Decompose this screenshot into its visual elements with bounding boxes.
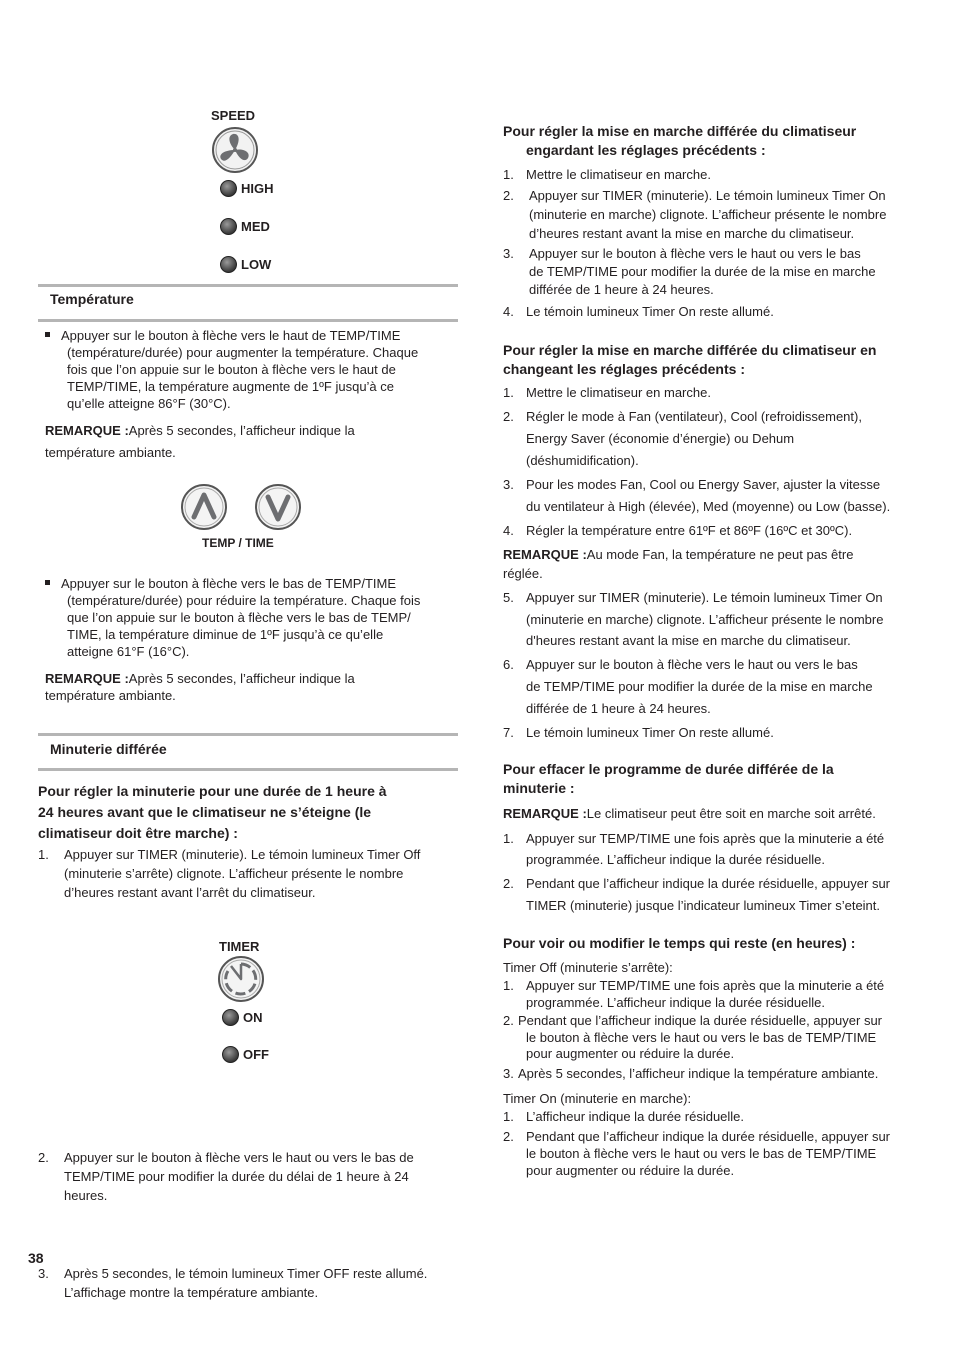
bullet-line: qu’elle atteigne 86°F (30°C). <box>67 396 231 411</box>
right-sec1-heading <box>503 122 923 160</box>
note-text: température ambiante. <box>45 688 176 703</box>
speed-med-label: MED <box>241 219 270 234</box>
step-number: 1. <box>38 847 49 862</box>
right-sec4-heading: Pour voir ou modifier le temps qui reste (en heures) : <box>503 935 856 951</box>
section-divider <box>38 319 458 322</box>
fan-icon <box>211 126 259 174</box>
bullet-line: (température/durée) pour augmenter la température. Chaque <box>67 345 419 360</box>
step-line: L’affichage montre la température ambiante. <box>64 1285 319 1300</box>
list-item <box>503 978 923 1011</box>
right-sec4-off-steps <box>503 978 923 1082</box>
step-line: (déshumidification). <box>526 453 639 468</box>
right-sec3-heading <box>503 760 923 798</box>
bullet-line: TIME, la température diminue de 1ºF jusqu’à ce qu’elle <box>67 627 384 642</box>
temp-time-label: TEMP / TIME <box>202 536 274 550</box>
minuterie-step-2 <box>38 1148 458 1205</box>
step-number: 2. <box>503 1128 514 1144</box>
list-item <box>503 654 923 720</box>
note-text: Après 5 secondes, l’afficheur indique la <box>128 423 355 438</box>
bullet-icon <box>45 332 50 337</box>
list-item <box>503 165 923 184</box>
step-number: 2. <box>503 409 514 424</box>
step-number: 2. <box>503 876 514 891</box>
step-number: 2. <box>38 1150 49 1165</box>
minuterie-heading <box>38 781 458 844</box>
minuterie-step-3 <box>38 1264 458 1302</box>
step-line: Après 5 secondes, l’afficheur indique la température ambiante. <box>518 1065 879 1081</box>
speed-med-indicator <box>220 218 270 235</box>
step-line: Pendant que l’afficheur indique la durée résiduelle, appuyer sur <box>526 876 891 891</box>
step-number: 2. <box>503 1013 514 1028</box>
list-item <box>503 722 923 744</box>
heading-line: 24 heures avant que le climatiseur ne s’éteigne (le <box>38 804 372 820</box>
right-sec2-note <box>503 545 923 583</box>
list-item <box>503 382 923 404</box>
heading-line: Pour régler la mise en marche différée du climatiseur en <box>503 342 877 358</box>
heading-line: minuterie : <box>503 780 575 796</box>
heading-line: climatiseur doit être marche) : <box>38 825 238 841</box>
note-label: REMARQUE : <box>503 806 587 821</box>
step-number: 3. <box>503 246 514 261</box>
step-line: différée de 1 heure à 24 heures. <box>526 700 711 716</box>
section-divider <box>38 733 458 736</box>
bullet-line: TEMP/TIME, la température augmente de 1ºF jusqu’à ce <box>67 379 395 394</box>
step-line: Le témoin lumineux Timer On reste allumé. <box>526 304 774 319</box>
bullet-line: Appuyer sur le bouton à flèche vers le bas de TEMP/TIME <box>61 576 397 591</box>
step-line: Appuyer sur TIMER (minuterie). Le témoin lumineux Timer On <box>526 590 883 605</box>
step-line: (minuterie s’arrête) clignote. L’afficheur présente le nombre <box>64 866 404 881</box>
step-line: TEMP/TIME pour modifier la durée du délai de 1 heure à 24 <box>64 1169 409 1184</box>
list-item <box>503 520 923 542</box>
indicator-light-icon <box>222 1009 239 1026</box>
bullet-line: Appuyer sur le bouton à flèche vers le haut de TEMP/TIME <box>61 328 401 343</box>
minuterie-title: Minuterie différée <box>50 741 167 757</box>
step-number: 3. <box>503 477 514 492</box>
list-item <box>503 406 923 472</box>
timer-off-indicator <box>222 1046 269 1063</box>
speed-high-label: HIGH <box>241 181 274 196</box>
step-number: 3. <box>503 1065 514 1081</box>
list-item <box>503 1065 923 1082</box>
right-sec4-on-steps <box>503 1109 923 1179</box>
right-sec3-steps <box>503 828 923 917</box>
step-number: 1. <box>503 978 514 993</box>
step-line: pour augmenter ou réduire la durée. <box>526 1046 735 1061</box>
step-number: 1. <box>503 831 514 846</box>
note-text: Au mode Fan, la température ne peut pas être <box>586 547 854 562</box>
bullet-line: fois que l’on appuie sur le bouton à flèche vers le haut de <box>67 362 396 377</box>
step-number: 1. <box>503 167 514 182</box>
indicator-light-icon <box>220 256 237 273</box>
step-line: différée de 1 heure à 24 heures. <box>529 282 714 297</box>
note-text: Après 5 secondes, l’afficheur indique la <box>128 671 355 686</box>
step-number: 3. <box>38 1266 49 1281</box>
indicator-light-icon <box>220 218 237 235</box>
step-line: d’heures restant avant la mise en marche du climatiseur. <box>529 226 855 241</box>
indicator-light-icon <box>222 1046 239 1063</box>
step-number: 1. <box>503 385 514 400</box>
step-line: Pour les modes Fan, Cool ou Energy Saver, ajuster la vitesse <box>526 477 881 492</box>
section-divider <box>38 284 458 287</box>
list-item <box>503 587 923 652</box>
list-item <box>503 186 923 243</box>
note-label: REMARQUE : <box>503 547 587 562</box>
step-line: Mettre le climatiseur en marche. <box>526 167 711 182</box>
step-line: le bouton à flèche vers le haut ou vers le bas de TEMP/TIME <box>526 1145 877 1161</box>
speed-low-indicator <box>220 256 271 273</box>
step-line: Appuyer sur TEMP/TIME une fois après que la minuterie a été <box>526 831 885 846</box>
step-line: Le témoin lumineux Timer On reste allumé. <box>526 724 774 740</box>
note-label: REMARQUE : <box>45 671 129 686</box>
arrow-down-button-icon <box>254 483 302 531</box>
step-number: 2. <box>503 188 514 203</box>
right-sec2-steps-b <box>503 587 923 744</box>
step-line: Pendant que l’afficheur indique la durée résiduelle, appuyer sur <box>526 1128 891 1144</box>
bullet-line: (température/durée) pour réduire la température. Chaque fois <box>67 593 421 608</box>
list-item <box>503 302 923 321</box>
right-sec2-steps-a <box>503 382 923 542</box>
indicator-light-icon <box>220 180 237 197</box>
step-line: (minuterie en marche) clignote. L’afficheur présente le nombre <box>529 207 887 222</box>
right-sec3-note <box>503 805 923 822</box>
list-item <box>503 245 923 299</box>
step-line: Appuyer sur le bouton à flèche vers le haut ou vers le bas <box>529 246 861 261</box>
step-line: du ventilateur à High (élevée), Med (moyenne) ou Low (basse). <box>526 499 891 514</box>
note-text: réglée. <box>503 566 543 581</box>
timer-on-label: ON <box>243 1010 263 1025</box>
step-line: le bouton à flèche vers le haut ou vers le bas de TEMP/TIME <box>526 1029 877 1045</box>
bullet-line: atteigne 61°F (16°C). <box>67 644 190 659</box>
step-line: d’heures restant avant l’arrêt du climatiseur. <box>64 885 316 900</box>
step-line: Appuyer sur le bouton à flèche vers le haut ou vers le bas de <box>64 1150 414 1165</box>
speed-low-label: LOW <box>241 257 272 272</box>
step-line: Après 5 secondes, le témoin lumineux Timer OFF reste allumé. <box>64 1266 428 1281</box>
step-number: 6. <box>503 656 514 672</box>
list-item <box>503 1013 923 1063</box>
step-number: 4. <box>503 523 514 538</box>
timer-on-heading: Timer On (minuterie en marche): <box>503 1091 692 1106</box>
note-text: Le climatiseur peut être soit en marche soit arrêté. <box>586 806 876 821</box>
right-sec2-heading <box>503 341 923 379</box>
note-label: REMARQUE : <box>45 423 129 438</box>
list-item <box>503 1128 923 1179</box>
step-number: 4. <box>503 304 514 319</box>
step-line: TIMER (minuterie) jusque l’indicateur lumineux Timer s’eteint. <box>526 898 881 913</box>
note-text: température ambiante. <box>45 445 176 460</box>
arrow-up-button-icon <box>180 483 228 531</box>
temperature-note-2 <box>45 670 355 704</box>
step-line: heures. <box>64 1188 108 1203</box>
step-number: 5. <box>503 590 514 605</box>
step-line: Appuyer sur TIMER (minuterie). Le témoin lumineux Timer Off <box>64 847 421 862</box>
list-item <box>503 828 923 870</box>
step-line: pour augmenter ou réduire la durée. <box>526 1162 735 1178</box>
list-item <box>503 1109 923 1126</box>
step-line: de TEMP/TIME pour modifier la durée de la mise en marche <box>529 264 876 279</box>
list-item <box>503 873 923 917</box>
step-line: d'heures restant avant la mise en marche du climatiseur. <box>526 633 851 648</box>
page-number: 38 <box>28 1250 44 1266</box>
bullet-icon <box>45 580 50 585</box>
list-item <box>503 474 923 518</box>
step-line: Appuyer sur le bouton à flèche vers le haut ou vers le bas <box>526 656 858 672</box>
step-line: Energy Saver (économie d’énergie) ou Dehum <box>526 431 795 446</box>
temperature-bullet-up <box>45 327 455 412</box>
step-line: (minuterie en marche) clignote. L’afficheur présente le nombre <box>526 611 884 627</box>
step-line: programmée. L’afficheur indique la durée résiduelle. <box>526 852 825 867</box>
heading-line: changeant les réglages précédents : <box>503 361 745 377</box>
step-line: Régler le mode à Fan (ventilateur), Cool (refroidissement), <box>526 409 862 424</box>
step-line: L’afficheur indique la durée résiduelle. <box>526 1109 745 1124</box>
heading-line: Pour régler la minuterie pour une durée de 1 heure à <box>38 783 387 799</box>
step-number: 1. <box>503 1109 514 1124</box>
timer-off-heading: Timer Off (minuterie s’arrête): <box>503 960 673 975</box>
step-line: Appuyer sur TEMP/TIME une fois après que la minuterie a été <box>526 978 885 993</box>
section-divider <box>38 768 458 771</box>
temperature-note-1 <box>45 420 355 464</box>
step-number: 7. <box>503 724 514 740</box>
bullet-line: que l’on appuie sur le bouton à flèche vers le bas de TEMP/ <box>67 610 411 625</box>
step-line: Régler la température entre 61ºF et 86ºF (16ºC et 30ºC). <box>526 523 853 538</box>
step-line: Mettre le climatiseur en marche. <box>526 385 711 400</box>
step-line: Appuyer sur TIMER (minuterie). Le témoin lumineux Timer On <box>529 188 886 203</box>
step-line: programmée. L’afficheur indique la durée résiduelle. <box>526 994 825 1010</box>
minuterie-step-1 <box>38 845 458 902</box>
heading-line: Pour régler la mise en marche différée du climatiseur <box>503 123 857 139</box>
temperature-title: Température <box>50 291 134 307</box>
timer-clock-icon <box>217 955 265 1003</box>
timer-off-label: OFF <box>243 1047 269 1062</box>
temperature-bullet-down <box>45 575 455 660</box>
speed-label: SPEED <box>211 108 256 123</box>
heading-line: engardant les réglages précédents : <box>526 142 766 158</box>
right-sec1-steps <box>503 165 923 321</box>
timer-on-indicator <box>222 1009 263 1026</box>
heading-line: Pour effacer le programme de durée différée de la <box>503 761 834 777</box>
timer-label: TIMER <box>219 939 260 954</box>
speed-high-indicator <box>220 180 274 197</box>
step-line: de TEMP/TIME pour modifier la durée de la mise en marche <box>526 678 873 694</box>
step-line: Pendant que l’afficheur indique la durée résiduelle, appuyer sur <box>518 1013 883 1028</box>
